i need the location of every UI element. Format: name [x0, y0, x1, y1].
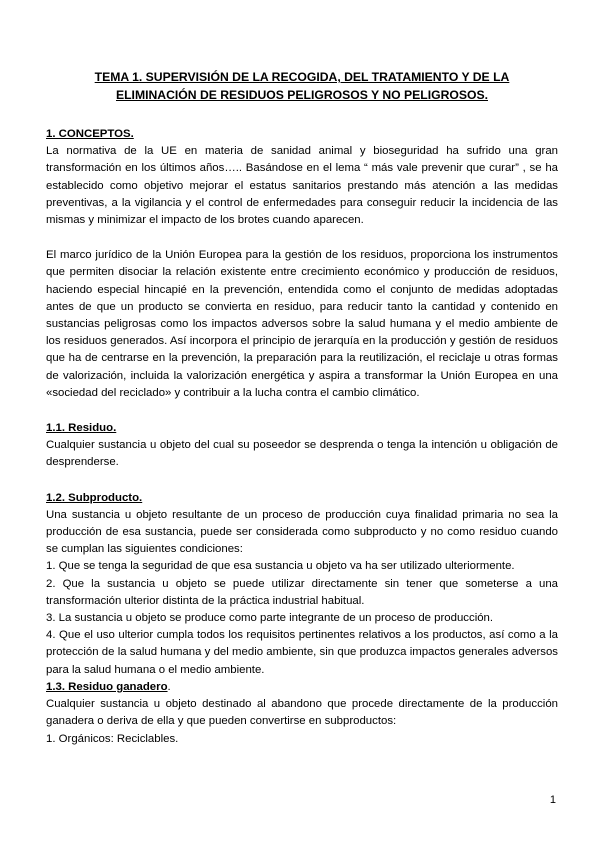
subproducto-list-item: 4. Que el uso ulterior cumpla todos los requisitos pertinentes relativos a los productos, así como a la protección de la salud humana y del medio ambiente, sin que produzca impactos generales adversos para la salud humana o el medio ambiente. [46, 629, 558, 676]
section-heading-residuo [46, 420, 558, 437]
ganadero-paragraph-1: Cualquier sustancia u objeto destinado al abandono que procede directamente de la producción ganadera o deriva de ella y que pueden convertirse en subproductos: [46, 698, 558, 728]
subproducto-list-item: 3. La sustancia u objeto se produce como parte integrante de un proceso de producción. [46, 612, 494, 625]
page-number: 1 [549, 794, 556, 806]
conceptos-paragraph-2: El marco jurídico de la Unión Europea para la gestión de los residuos, proporciona los instrumentos que permiten disociar la relación existente entre crecimiento económico y producción de residuos, haciendo especial hincapié en la prevención, entendida como el conjunto de medidas adoptadas antes de que un producto se convierta en residuo, para reducir tanto la cantidad y contenido en sustancias peligrosas como los impactos adversos sobre la salud humana y el medio ambiente de los residuos generados. Así incorpora el principio de jerarquía en la producción y gestión de residuos que ha de centrarse en la prevención, la preparación para la reutilización, el reciclaje u otras formas de valorización, incluida la valorización energética y aspira a transformar la Unión Europea en una «sociedad del reciclado» y contribuir a la lucha contra el cambio climático. [46, 249, 558, 399]
subproducto-paragraph-1: Una sustancia u objeto resultante de un proceso de producción cuya finalidad primaria no sea la producción de esa sustancia, puede ser considerada como subproducto y no como residuo cuando se cumplan las siguientes condiciones: [46, 508, 558, 556]
conceptos-paragraph-1: La normativa de la UE en materia de sanidad animal y bioseguridad ha sufrido una gran transformación en los últimos años….. Basándose en el lema “ más vale prevenir que curar” , se ha establecido como objetivo mejorar el estatus sanitarios prestando más atención a las medidas preventivas, a la vigilancia y el control de enfermedades para conseguir reducir la incidencia de las mismas y minimizar el impacto de los brotes cuando aparecen. [46, 145, 558, 227]
subproducto-list-item: 2. Que la sustancia u objeto se puede utilizar directamente sin tener que someterse a una transformación ulterior distinta de la práctica industrial habitual. [46, 577, 558, 607]
section-heading-subproducto [46, 490, 558, 507]
section-heading-ganadero-suffix: . [167, 680, 171, 693]
section-heading-subproducto-text: 1.2. Subproducto. [46, 491, 143, 504]
subproducto-list-item: 1. Que se tenga la seguridad de que esa sustancia u objeto va ha ser utilizado ulteriormente. [46, 560, 515, 573]
document-title: TEMA 1. SUPERVISIÓN DE LA RECOGIDA, DEL TRATAMIENTO Y DE LA ELIMINACIÓN DE RESIDUOS PELIGROSOS Y NO PELIGROSOS. [94, 70, 510, 102]
section-heading-ganadero [46, 679, 558, 696]
section-heading-conceptos [46, 126, 558, 143]
section-heading-residuo-text: 1.1. Residuo. [46, 422, 117, 435]
ganadero-list-item: 1. Orgánicos: Reciclables. [46, 732, 179, 745]
document-page [46, 68, 558, 748]
residuo-paragraph-1: Cualquier sustancia u objeto del cual su poseedor se desprenda o tenga la intención u obligación de desprenderse. [46, 439, 558, 469]
section-heading-conceptos-text: 1. CONCEPTOS. [46, 128, 134, 140]
section-heading-ganadero-text: 1.3. Residuo ganadero [46, 680, 168, 693]
